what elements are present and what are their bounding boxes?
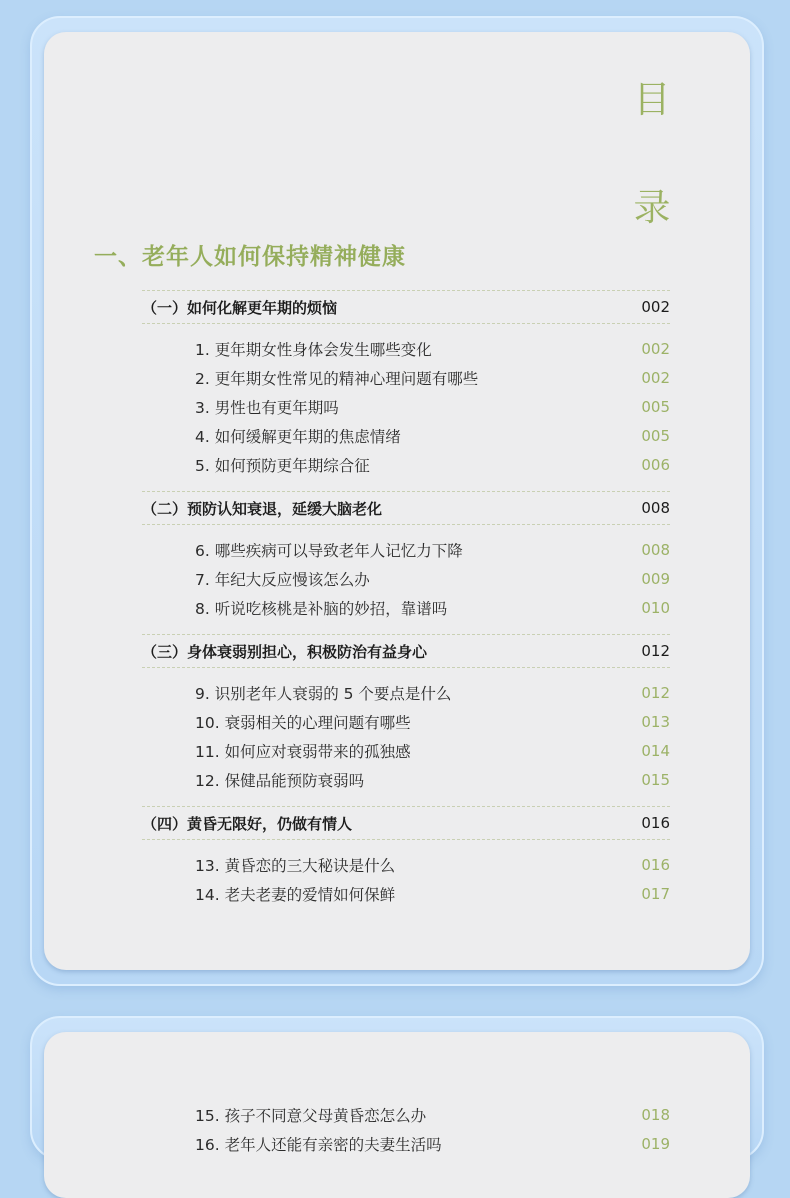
toc-item-label: 16. 老年人还能有亲密的夫妻生活吗 (195, 1135, 442, 1154)
toc-item-page: 013 (641, 712, 670, 731)
toc-item-label: 8. 听说吃核桃是补脑的妙招，靠谱吗 (195, 599, 448, 618)
toc-item (142, 765, 670, 794)
toc-item (142, 736, 670, 765)
toc-card-continued-panel (44, 1032, 750, 1198)
toc-item (142, 363, 670, 392)
section-page-number: 008 (641, 499, 670, 517)
section-title: （四）黄昏无限好，仍做有情人 (142, 814, 353, 833)
toc-title-char-1: 目 (633, 78, 671, 121)
toc-item (142, 879, 670, 908)
toc-item (142, 593, 670, 622)
toc-item-page: 002 (641, 368, 670, 387)
toc-item-label: 13. 黄昏恋的三大秘诀是什么 (195, 856, 396, 875)
toc-card (30, 16, 764, 986)
toc-item-label: 7. 年纪大反应慢该怎么办 (195, 570, 370, 589)
toc-item-page: 006 (641, 455, 670, 474)
toc-item-page: 005 (641, 426, 670, 445)
section-title: （二）预防认知衰退，延缓大脑老化 (142, 499, 383, 518)
section-title: （三）身体衰弱别担心，积极防治有益身心 (142, 642, 428, 661)
section-title: （一）如何化解更年期的烦恼 (142, 298, 338, 317)
toc-item-label: 14. 老夫老妻的爱情如何保鲜 (195, 885, 396, 904)
toc-item (142, 707, 670, 736)
toc-item (142, 535, 670, 564)
section-items (142, 324, 670, 491)
toc-item-page: 016 (641, 855, 670, 874)
toc-item-label: 5. 如何预防更年期综合征 (195, 456, 370, 475)
toc-item-page: 017 (641, 884, 670, 903)
section-items (142, 668, 670, 806)
toc-item-label: 12. 保健品能预防衰弱吗 (195, 771, 365, 790)
toc-item (142, 334, 670, 363)
toc-item-page: 015 (641, 770, 670, 789)
toc-item-page: 012 (641, 683, 670, 702)
section-page-number: 012 (641, 642, 670, 660)
toc-card-panel (44, 32, 750, 970)
toc-item-label: 9. 识别老年人衰弱的 5 个要点是什么 (195, 684, 452, 703)
toc-item-page: 019 (641, 1134, 670, 1153)
toc-item (142, 850, 670, 879)
toc-sections (142, 290, 670, 920)
toc-item (142, 392, 670, 421)
toc-title-char-2: 录 (633, 186, 671, 229)
toc-item-label: 10. 衰弱相关的心理问题有哪些 (195, 713, 411, 732)
section-items (142, 525, 670, 634)
toc-item-label: 3. 男性也有更年期吗 (195, 398, 339, 417)
toc-item (142, 564, 670, 593)
toc-continued-items (142, 1100, 670, 1158)
toc-item-label: 15. 孩子不同意父母黄昏恋怎么办 (195, 1106, 427, 1125)
section-heading-row (142, 491, 670, 525)
toc-card-continued (30, 1016, 764, 1160)
section-heading-row (142, 290, 670, 324)
toc-item-label: 2. 更年期女性常见的精神心理问题有哪些 (195, 369, 479, 388)
toc-item-label: 11. 如何应对衰弱带来的孤独感 (195, 742, 411, 761)
section-items (142, 840, 670, 920)
section-page-number: 016 (641, 814, 670, 832)
toc-item-page: 008 (641, 540, 670, 559)
toc-item-label: 4. 如何缓解更年期的焦虑情绪 (195, 427, 401, 446)
section-heading-row (142, 806, 670, 840)
toc-item-page: 014 (641, 741, 670, 760)
section-page-number: 002 (641, 298, 670, 316)
toc-item-page: 009 (641, 569, 670, 588)
toc-item-page: 010 (641, 598, 670, 617)
toc-item (142, 678, 670, 707)
toc-item-page: 002 (641, 339, 670, 358)
toc-item (142, 1100, 670, 1129)
toc-item-label: 1. 更年期女性身体会发生哪些变化 (195, 340, 432, 359)
chapter-title: 一、老年人如何保持精神健康 (94, 244, 406, 270)
toc-item (142, 1129, 670, 1158)
section-heading-row (142, 634, 670, 668)
toc-item-page: 005 (641, 397, 670, 416)
toc-item-label: 6. 哪些疾病可以导致老年人记忆力下降 (195, 541, 463, 560)
toc-item (142, 421, 670, 450)
toc-item-page: 018 (641, 1105, 670, 1124)
toc-item (142, 450, 670, 479)
